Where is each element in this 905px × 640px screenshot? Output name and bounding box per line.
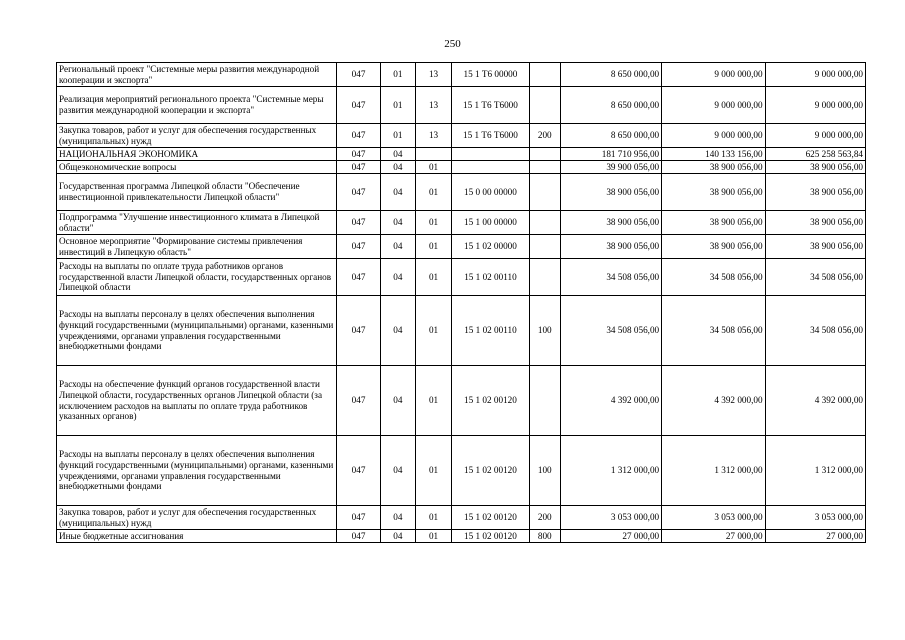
section-code-cell: 04 xyxy=(380,235,415,259)
amount-year1-cell: 38 900 056,00 xyxy=(560,235,661,259)
amount-year2-cell: 3 053 000,00 xyxy=(662,506,765,530)
subsection-code-cell: 01 xyxy=(415,211,451,235)
amount-year3-cell: 34 508 056,00 xyxy=(765,296,865,366)
subsection-code-cell: 13 xyxy=(415,124,451,148)
ved-code-cell: 047 xyxy=(337,296,380,366)
target-article-cell: 15 1 02 00120 xyxy=(452,436,530,506)
row-name-cell: Общеэкономические вопросы xyxy=(57,161,337,174)
section-code-cell: 04 xyxy=(380,366,415,436)
expense-type-cell xyxy=(529,235,560,259)
target-article-cell: 15 1 02 00120 xyxy=(452,366,530,436)
section-code-cell: 01 xyxy=(380,87,415,124)
amount-year2-cell: 27 000,00 xyxy=(662,530,765,543)
amount-year3-cell: 38 900 056,00 xyxy=(765,211,865,235)
row-name-cell: Государственная программа Липецкой области "Обеспечение инвестиционной привлекательности Липецкой области" xyxy=(57,174,337,211)
row-name-cell: Закупка товаров, работ и услуг для обеспечения государственных (муниципальных) нужд xyxy=(57,506,337,530)
amount-year1-cell: 8 650 000,00 xyxy=(560,124,661,148)
amount-year2-cell: 9 000 000,00 xyxy=(662,87,765,124)
subsection-code-cell: 01 xyxy=(415,259,451,296)
ved-code-cell: 047 xyxy=(337,148,380,161)
row-name-cell: Региональный проект "Системные меры развития международной кооперации и экспорта" xyxy=(57,63,337,87)
target-article-cell: 15 1 02 00120 xyxy=(452,506,530,530)
expense-type-cell xyxy=(529,63,560,87)
expense-type-cell: 800 xyxy=(529,530,560,543)
ved-code-cell: 047 xyxy=(337,259,380,296)
section-code-cell: 01 xyxy=(380,63,415,87)
target-article-cell: 15 1 02 00000 xyxy=(452,235,530,259)
section-code-cell: 04 xyxy=(380,148,415,161)
target-article-cell: 15 1 02 00120 xyxy=(452,530,530,543)
amount-year1-cell: 8 650 000,00 xyxy=(560,87,661,124)
subsection-code-cell: 01 xyxy=(415,174,451,211)
table-row xyxy=(57,366,866,436)
table-body xyxy=(57,63,866,543)
subsection-code-cell: 01 xyxy=(415,366,451,436)
ved-code-cell: 047 xyxy=(337,211,380,235)
section-code-cell: 04 xyxy=(380,211,415,235)
amount-year3-cell: 1 312 000,00 xyxy=(765,436,865,506)
expense-type-cell xyxy=(529,366,560,436)
table-row xyxy=(57,259,866,296)
amount-year3-cell: 625 258 563,84 xyxy=(765,148,865,161)
expense-type-cell xyxy=(529,161,560,174)
amount-year2-cell: 34 508 056,00 xyxy=(662,296,765,366)
amount-year1-cell: 27 000,00 xyxy=(560,530,661,543)
row-name-cell: Реализация мероприятий регионального проекта "Системные меры развития международной кооперации и экспорта" xyxy=(57,87,337,124)
subsection-code-cell: 01 xyxy=(415,506,451,530)
table-row xyxy=(57,235,866,259)
ved-code-cell: 047 xyxy=(337,506,380,530)
target-article-cell: 15 1 Т6 Т6000 xyxy=(452,87,530,124)
target-article-cell xyxy=(452,161,530,174)
amount-year1-cell: 34 508 056,00 xyxy=(560,259,661,296)
amount-year3-cell: 9 000 000,00 xyxy=(765,87,865,124)
row-name-cell: Закупка товаров, работ и услуг для обеспечения государственных (муниципальных) нужд xyxy=(57,124,337,148)
amount-year3-cell: 3 053 000,00 xyxy=(765,506,865,530)
amount-year1-cell: 181 710 956,00 xyxy=(560,148,661,161)
amount-year1-cell: 38 900 056,00 xyxy=(560,211,661,235)
target-article-cell: 15 1 02 00110 xyxy=(452,259,530,296)
amount-year2-cell: 1 312 000,00 xyxy=(662,436,765,506)
amount-year2-cell: 140 133 156,00 xyxy=(662,148,765,161)
amount-year1-cell: 1 312 000,00 xyxy=(560,436,661,506)
subsection-code-cell xyxy=(415,148,451,161)
table-row xyxy=(57,506,866,530)
subsection-code-cell: 01 xyxy=(415,235,451,259)
section-code-cell: 04 xyxy=(380,174,415,211)
table-row xyxy=(57,87,866,124)
amount-year3-cell: 38 900 056,00 xyxy=(765,174,865,211)
subsection-code-cell: 01 xyxy=(415,436,451,506)
ved-code-cell: 047 xyxy=(337,124,380,148)
amount-year2-cell: 38 900 056,00 xyxy=(662,235,765,259)
target-article-cell: 15 1 Т6 00000 xyxy=(452,63,530,87)
amount-year1-cell: 3 053 000,00 xyxy=(560,506,661,530)
table-row xyxy=(57,161,866,174)
table-row xyxy=(57,211,866,235)
subsection-code-cell: 01 xyxy=(415,296,451,366)
amount-year3-cell: 27 000,00 xyxy=(765,530,865,543)
ved-code-cell: 047 xyxy=(337,530,380,543)
expense-type-cell: 100 xyxy=(529,296,560,366)
target-article-cell: 15 1 Т6 Т6000 xyxy=(452,124,530,148)
ved-code-cell: 047 xyxy=(337,161,380,174)
amount-year3-cell: 9 000 000,00 xyxy=(765,124,865,148)
ved-code-cell: 047 xyxy=(337,436,380,506)
expense-type-cell: 100 xyxy=(529,436,560,506)
subsection-code-cell: 01 xyxy=(415,161,451,174)
subsection-code-cell: 13 xyxy=(415,63,451,87)
table-row xyxy=(57,436,866,506)
expense-type-cell xyxy=(529,148,560,161)
row-name-cell: Расходы на выплаты персоналу в целях обеспечения выполнения функций государственными (муниципальными) органами, казенными учреждениями, органами управления государственными внебюджетными фондами xyxy=(57,296,337,366)
amount-year3-cell: 34 508 056,00 xyxy=(765,259,865,296)
ved-code-cell: 047 xyxy=(337,174,380,211)
table-row xyxy=(57,530,866,543)
ved-code-cell: 047 xyxy=(337,87,380,124)
subsection-code-cell: 13 xyxy=(415,87,451,124)
row-name-cell: НАЦИОНАЛЬНАЯ ЭКОНОМИКА xyxy=(57,148,337,161)
section-code-cell: 04 xyxy=(380,530,415,543)
section-code-cell: 01 xyxy=(380,124,415,148)
amount-year2-cell: 9 000 000,00 xyxy=(662,63,765,87)
table-row xyxy=(57,148,866,161)
target-article-cell: 15 0 00 00000 xyxy=(452,174,530,211)
section-code-cell: 04 xyxy=(380,161,415,174)
amount-year3-cell: 4 392 000,00 xyxy=(765,366,865,436)
amount-year1-cell: 39 900 056,00 xyxy=(560,161,661,174)
section-code-cell: 04 xyxy=(380,296,415,366)
section-code-cell: 04 xyxy=(380,506,415,530)
page-number: 250 xyxy=(444,38,461,50)
amount-year2-cell: 38 900 056,00 xyxy=(662,211,765,235)
amount-year3-cell: 38 900 056,00 xyxy=(765,161,865,174)
target-article-cell: 15 1 00 00000 xyxy=(452,211,530,235)
row-name-cell: Основное мероприятие "Формирование системы привлечения инвестиций в Липецкую область" xyxy=(57,235,337,259)
row-name-cell: Расходы на обеспечение функций органов государственной власти Липецкой области, государственных органов Липецкой области (за исключением расходов на выплаты по оплате труда работников указанных органов) xyxy=(57,366,337,436)
amount-year1-cell: 4 392 000,00 xyxy=(560,366,661,436)
ved-code-cell: 047 xyxy=(337,235,380,259)
row-name-cell: Иные бюджетные ассигнования xyxy=(57,530,337,543)
row-name-cell: Расходы на выплаты по оплате труда работников органов государственной власти Липецкой области, государственных органов Липецкой области xyxy=(57,259,337,296)
ved-code-cell: 047 xyxy=(337,63,380,87)
ved-code-cell: 047 xyxy=(337,366,380,436)
amount-year2-cell: 4 392 000,00 xyxy=(662,366,765,436)
amount-year2-cell: 38 900 056,00 xyxy=(662,174,765,211)
expense-type-cell: 200 xyxy=(529,124,560,148)
amount-year3-cell: 38 900 056,00 xyxy=(765,235,865,259)
expense-type-cell: 200 xyxy=(529,506,560,530)
amount-year1-cell: 34 508 056,00 xyxy=(560,296,661,366)
subsection-code-cell: 01 xyxy=(415,530,451,543)
amount-year1-cell: 38 900 056,00 xyxy=(560,174,661,211)
expense-type-cell xyxy=(529,211,560,235)
expense-type-cell xyxy=(529,174,560,211)
row-name-cell: Расходы на выплаты персоналу в целях обеспечения выполнения функций государственными (муниципальными) органами, казенными учреждениями, органами управления государственными внебюджетными фондами xyxy=(57,436,337,506)
table-row xyxy=(57,174,866,211)
table-row xyxy=(57,296,866,366)
expense-type-cell xyxy=(529,259,560,296)
table-row xyxy=(57,63,866,87)
section-code-cell: 04 xyxy=(380,436,415,506)
row-name-cell: Подпрограмма "Улучшение инвестиционного климата в Липецкой области" xyxy=(57,211,337,235)
section-code-cell: 04 xyxy=(380,259,415,296)
amount-year2-cell: 38 900 056,00 xyxy=(662,161,765,174)
target-article-cell xyxy=(452,148,530,161)
expense-type-cell xyxy=(529,87,560,124)
table-row xyxy=(57,124,866,148)
target-article-cell: 15 1 02 00110 xyxy=(452,296,530,366)
amount-year2-cell: 34 508 056,00 xyxy=(662,259,765,296)
amount-year3-cell: 9 000 000,00 xyxy=(765,63,865,87)
amount-year1-cell: 8 650 000,00 xyxy=(560,63,661,87)
budget-table xyxy=(56,62,866,543)
amount-year2-cell: 9 000 000,00 xyxy=(662,124,765,148)
